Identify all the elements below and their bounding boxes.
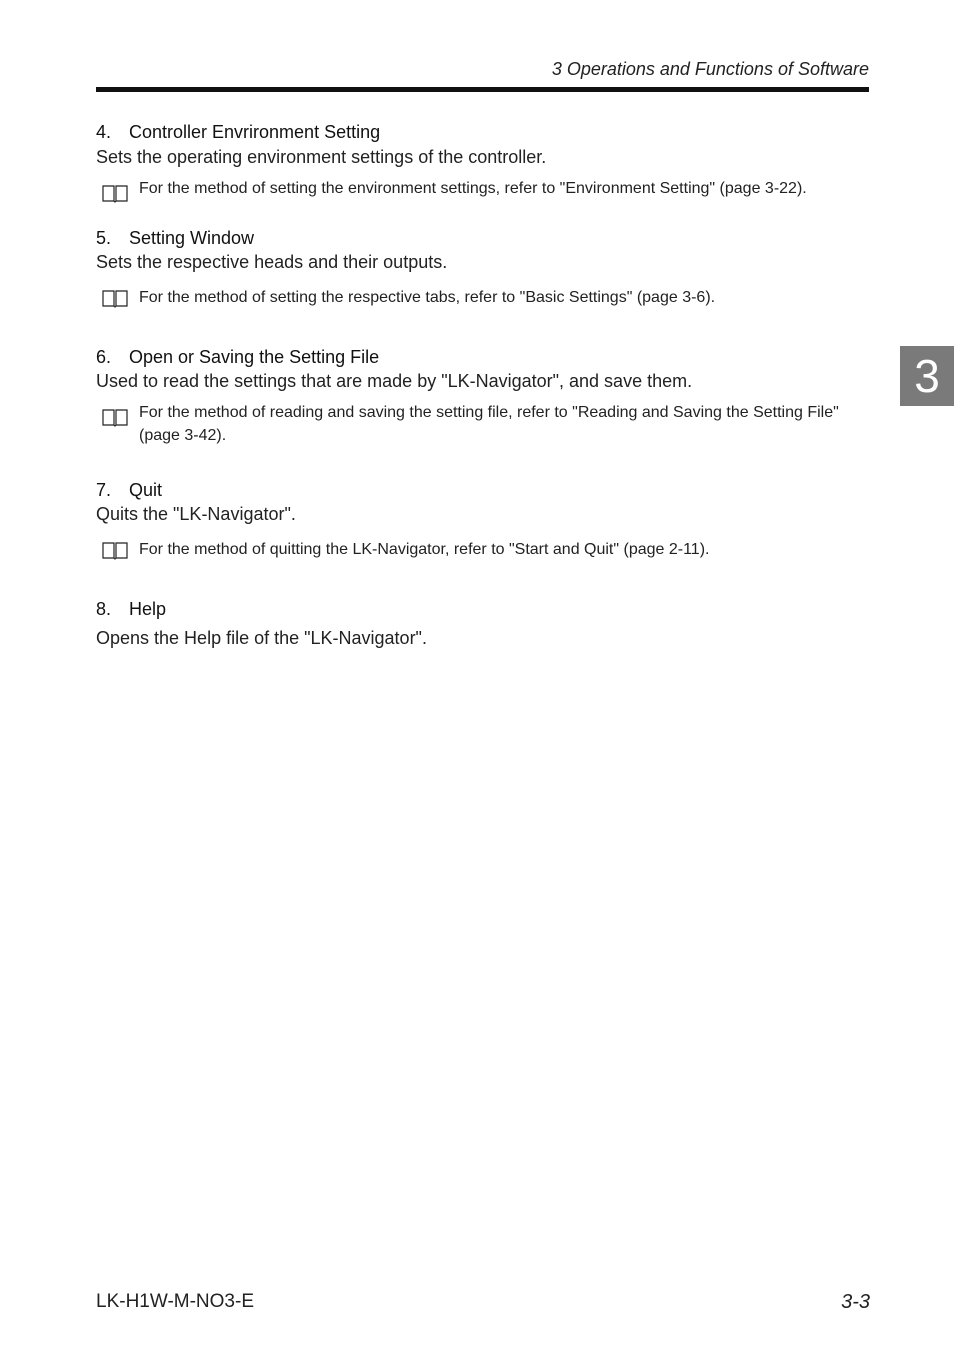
item-5-description: Sets the respective heads and their outputs. [96, 252, 448, 272]
item-5-reference: For the method of setting the respective tabs, refer to "Basic Settings" (page 3-6). [139, 289, 716, 306]
item-6-reference: For the method of reading and saving the setting file, refer to "Reading and Saving the Setting File" (page 3-42). [139, 404, 839, 444]
book-icon [102, 184, 128, 204]
item-6-title: Open or Saving the Setting File [129, 347, 380, 367]
footer-page-number: 3-3 [841, 1291, 870, 1313]
item-4-reference: For the method of setting the environment settings, refer to "Environment Setting" (page 3-22). [139, 180, 807, 197]
book-icon [102, 541, 128, 561]
item-8-heading [96, 599, 166, 620]
item-4-number: 4. [96, 122, 112, 142]
item-7-heading [96, 480, 162, 501]
chapter-tab: 3 [900, 346, 954, 406]
item-8-number: 8. [96, 599, 112, 619]
item-8-description: Opens the Help file of the "LK-Navigator". [96, 628, 427, 648]
footer-doc-code: LK-H1W-M-NO3-E [96, 1291, 254, 1312]
item-7-reference: For the method of quitting the LK-Navigator, refer to "Start and Quit" (page 2-11). [139, 541, 710, 558]
book-icon [102, 408, 128, 428]
item-6-heading [96, 347, 379, 368]
item-8-title: Help [129, 599, 167, 619]
header-rule [96, 87, 869, 92]
item-5-heading [96, 228, 254, 249]
item-7-title: Quit [129, 480, 163, 500]
item-5-title: Setting Window [129, 228, 255, 248]
item-7-number: 7. [96, 480, 112, 500]
item-4-description: Sets the operating environment settings of the controller. [96, 147, 547, 167]
item-4-heading [96, 122, 380, 143]
item-6-description: Used to read the settings that are made by "LK-Navigator", and save them. [96, 371, 693, 391]
item-4-title: Controller Envrironment Setting [129, 122, 381, 142]
book-icon [102, 289, 128, 309]
item-6-number: 6. [96, 347, 112, 367]
item-5-number: 5. [96, 228, 112, 248]
running-header: 3 Operations and Functions of Software [551, 59, 869, 79]
item-7-description: Quits the "LK-Navigator". [96, 504, 296, 524]
